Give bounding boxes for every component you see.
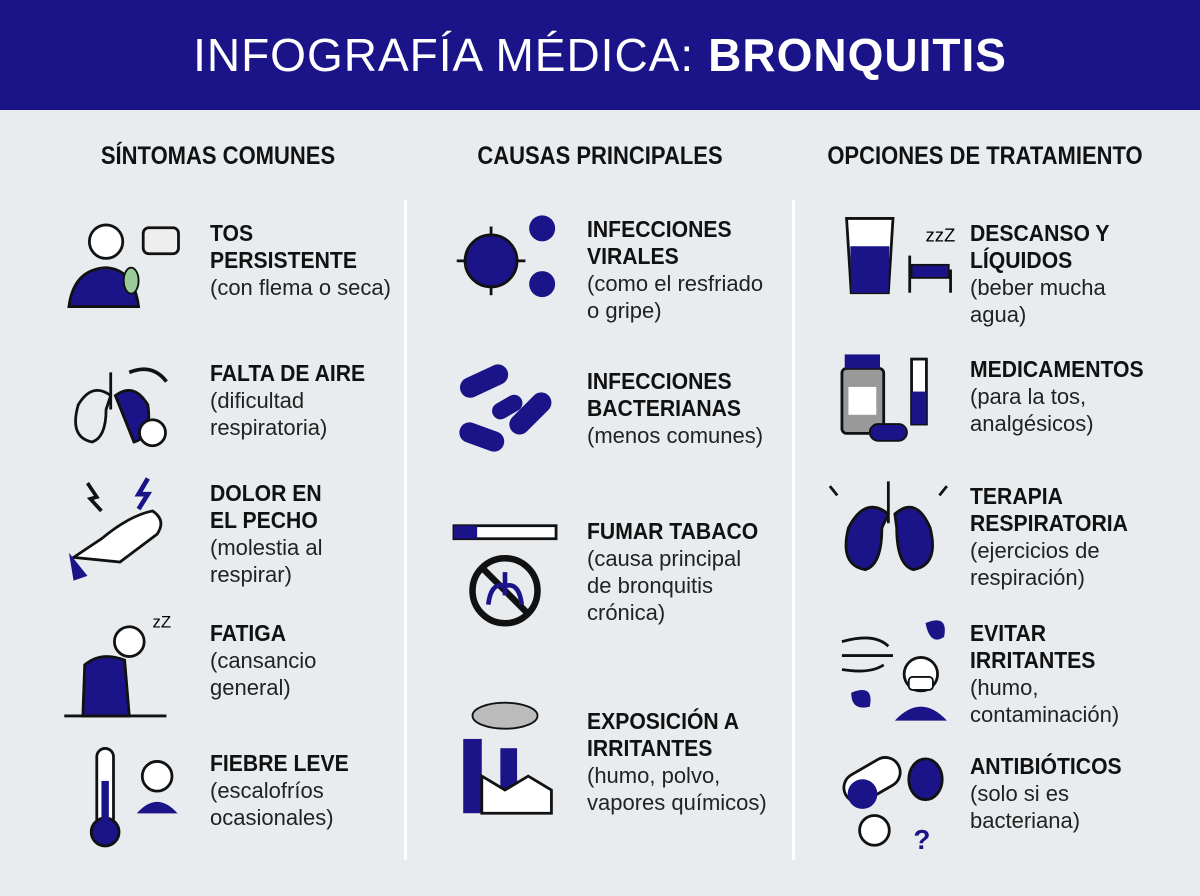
info-item: [210, 480, 331, 588]
item-title: FIEBRE LEVE: [210, 750, 349, 776]
svg-text:?: ?: [913, 823, 931, 855]
item-description: respiratoria): [210, 415, 328, 440]
item-title: EL PECHO: [210, 507, 318, 533]
item-description: (dificultad: [210, 388, 305, 413]
virus-icon: [440, 203, 570, 328]
item-title: VIRALES: [587, 243, 679, 269]
factory-icon: [440, 695, 570, 820]
lungs-therapy-icon: [828, 470, 958, 595]
item-title: TERAPIA: [970, 483, 1063, 509]
item-title: RESPIRATORIA: [970, 510, 1128, 536]
item-description: analgésicos): [970, 411, 1094, 436]
info-item: [210, 620, 316, 701]
bacteria-icon: [440, 355, 570, 480]
info-item: [970, 356, 1159, 437]
item-title: EVITAR: [970, 620, 1047, 646]
item-description: (humo,: [970, 675, 1039, 700]
item-description: (causa principal: [587, 546, 742, 571]
item-title: FATIGA: [210, 620, 287, 646]
item-description: vapores químicos): [587, 790, 767, 815]
item-title: IRRITANTES: [970, 647, 1096, 673]
info-item: [587, 518, 773, 626]
item-title: FUMAR TABACO: [587, 518, 759, 544]
info-item: [587, 216, 763, 324]
item-title: DOLOR EN: [210, 480, 322, 506]
column-divider: [792, 200, 795, 860]
item-description: contaminación): [970, 702, 1120, 727]
item-title: INFECCIONES: [587, 368, 732, 394]
treatment-heading: OPCIONES DE TRATAMIENTO: [827, 142, 1143, 170]
antibiotic-pill-icon: [828, 740, 958, 865]
item-description: respiración): [970, 565, 1085, 590]
symptoms-heading: SÍNTOMAS COMUNES: [100, 142, 336, 170]
item-title: PERSISTENTE: [210, 247, 357, 273]
item-title: INFECCIONES: [587, 216, 732, 242]
lungs-breath-icon: [55, 347, 185, 472]
title-light: INFOGRAFÍA MÉDICA:: [193, 29, 695, 81]
info-item: [210, 360, 379, 441]
item-description: (para la tos,: [970, 384, 1087, 409]
item-title: FALTA DE AIRE: [210, 360, 366, 386]
info-item: [587, 368, 763, 449]
info-item: [210, 220, 391, 301]
info-item: [970, 753, 1135, 834]
item-description: (beber mucha: [970, 275, 1106, 300]
svg-text:zZ: zZ: [152, 612, 172, 632]
item-title: TOS: [210, 220, 254, 246]
tired-person-icon: [55, 607, 185, 732]
info-item: [970, 620, 1119, 728]
item-title: MEDICAMENTOS: [970, 356, 1144, 382]
item-description: de bronquitis: [587, 573, 713, 598]
chest-pain-hand-icon: [55, 467, 185, 592]
mask-icon: [828, 607, 958, 732]
item-description: (menos comunes): [587, 423, 764, 448]
item-description: (humo, polvo,: [587, 763, 721, 788]
item-description: respirar): [210, 562, 292, 587]
title-bold: BRONQUITIS: [708, 29, 1007, 81]
item-title: ANTIBIÓTICOS: [970, 753, 1122, 779]
column-divider: [404, 200, 407, 860]
svg-text:zzZ: zzZ: [925, 224, 956, 246]
header-banner: [0, 0, 1200, 110]
info-item: [587, 708, 767, 816]
item-description: (cansancio: [210, 648, 317, 673]
item-description: general): [210, 675, 291, 700]
item-title: EXPOSICIÓN A: [587, 708, 740, 734]
item-description: (solo si es: [970, 781, 1070, 806]
item-description: bacteriana): [970, 808, 1081, 833]
info-item: [970, 220, 1122, 328]
item-description: (escalofríos: [210, 778, 324, 803]
item-description: ocasionales): [210, 805, 334, 830]
item-description: (molestia al: [210, 535, 323, 560]
medicine-icon: [828, 343, 958, 468]
coughing-person-icon: [55, 207, 185, 332]
item-description: crónica): [587, 600, 666, 625]
item-description: o gripe): [587, 298, 662, 323]
info-item: [210, 750, 361, 831]
item-title: LÍQUIDOS: [970, 247, 1073, 273]
thermometer-icon: [55, 737, 185, 862]
no-smoking-icon: [440, 505, 570, 630]
item-description: (como el resfriado: [587, 271, 764, 296]
item-description: (con flema o seca): [210, 275, 391, 300]
water-bed-icon: [828, 207, 958, 332]
info-item: [970, 483, 1142, 591]
item-title: DESCANSO Y: [970, 220, 1110, 246]
item-title: BACTERIANAS: [587, 395, 741, 421]
item-title: IRRITANTES: [587, 735, 713, 761]
causes-heading: CAUSAS PRINCIPALES: [477, 142, 723, 170]
item-description: agua): [970, 302, 1027, 327]
item-description: (ejercicios de: [970, 538, 1100, 563]
